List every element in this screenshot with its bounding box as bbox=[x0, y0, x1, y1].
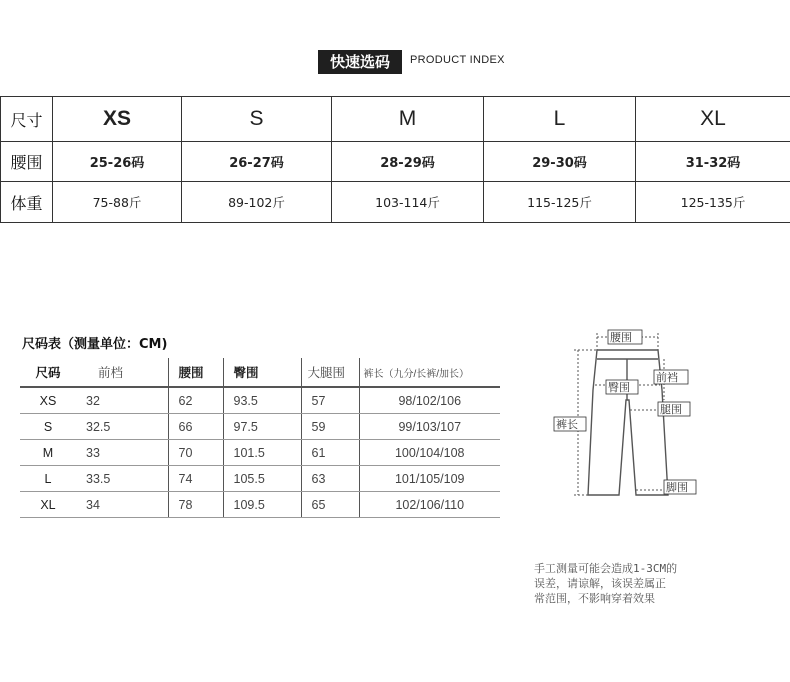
size-chart-table bbox=[20, 358, 500, 518]
table-cell: 109.5 bbox=[223, 492, 301, 518]
table-row bbox=[1, 97, 790, 142]
table-cell: 101.5 bbox=[223, 440, 301, 466]
table-cell: 32 bbox=[76, 387, 168, 414]
table-cell: 66 bbox=[168, 414, 223, 440]
table-cell: S bbox=[182, 97, 332, 142]
table-cell: 59 bbox=[301, 414, 359, 440]
table-row bbox=[20, 466, 500, 492]
pants-diagram bbox=[550, 325, 710, 515]
table-cell: 34 bbox=[76, 492, 168, 518]
table-cell: 33 bbox=[76, 440, 168, 466]
table-cell: 62 bbox=[168, 387, 223, 414]
table-cell: 33.5 bbox=[76, 466, 168, 492]
product-index-subtitle: PRODUCT INDEX bbox=[410, 54, 505, 66]
diagram-label-length: 裤长 bbox=[556, 418, 578, 431]
note-line: 误差，请谅解，该误差属正 bbox=[534, 577, 666, 590]
table-cell: 65 bbox=[301, 492, 359, 518]
table-cell: 26-27码 bbox=[182, 142, 332, 182]
table-cell: XL bbox=[636, 97, 790, 142]
table-cell: XL bbox=[20, 492, 76, 518]
size-chart-title: 尺码表（测量单位：CM) bbox=[22, 337, 168, 352]
product-index-header bbox=[0, 50, 790, 76]
diagram-label-thigh: 腿围 bbox=[660, 403, 682, 416]
header-front-rise: 前档 bbox=[76, 358, 168, 387]
row-label: 腰围 bbox=[1, 142, 53, 182]
table-cell: 105.5 bbox=[223, 466, 301, 492]
table-cell: 74 bbox=[168, 466, 223, 492]
table-cell: M bbox=[332, 97, 484, 142]
table-cell: 31-32码 bbox=[636, 142, 790, 182]
table-row bbox=[1, 182, 790, 223]
table-cell: 89-102斤 bbox=[182, 182, 332, 223]
table-cell: 63 bbox=[301, 466, 359, 492]
table-cell: 78 bbox=[168, 492, 223, 518]
table-cell: 115-125斤 bbox=[484, 182, 636, 223]
table-row bbox=[1, 142, 790, 182]
table-cell: M bbox=[20, 440, 76, 466]
table-cell: 102/106/110 bbox=[359, 492, 500, 518]
quick-select-badge: 快速选码 bbox=[318, 50, 402, 74]
table-cell: L bbox=[484, 97, 636, 142]
table-cell: S bbox=[20, 414, 76, 440]
table-cell: 97.5 bbox=[223, 414, 301, 440]
table-cell: 29-30码 bbox=[484, 142, 636, 182]
diagram-label-leg-opening: 脚围 bbox=[666, 481, 688, 494]
row-label: 尺寸 bbox=[1, 97, 53, 142]
table-row bbox=[20, 492, 500, 518]
table-cell: 100/104/108 bbox=[359, 440, 500, 466]
diagram-label-hip: 臀围 bbox=[608, 381, 630, 394]
quick-size-table bbox=[0, 96, 790, 223]
table-cell: 32.5 bbox=[76, 414, 168, 440]
table-cell: 57 bbox=[301, 387, 359, 414]
table-cell: 28-29码 bbox=[332, 142, 484, 182]
row-label: 体重 bbox=[1, 182, 53, 223]
table-cell: L bbox=[20, 466, 76, 492]
table-cell: XS bbox=[20, 387, 76, 414]
table-cell: 61 bbox=[301, 440, 359, 466]
table-row bbox=[20, 414, 500, 440]
table-cell: 70 bbox=[168, 440, 223, 466]
table-cell: XS bbox=[53, 97, 182, 142]
table-header-row bbox=[20, 358, 500, 387]
table-cell: 125-135斤 bbox=[636, 182, 790, 223]
table-cell: 99/103/107 bbox=[359, 414, 500, 440]
table-cell: 101/105/109 bbox=[359, 466, 500, 492]
header-waist: 腰围 bbox=[168, 358, 223, 387]
table-cell: 93.5 bbox=[223, 387, 301, 414]
note-line: 常范围，不影响穿着效果 bbox=[534, 592, 655, 605]
table-cell: 98/102/106 bbox=[359, 387, 500, 414]
table-row bbox=[20, 387, 500, 414]
diagram-label-waist: 腰围 bbox=[610, 331, 632, 344]
measurement-note bbox=[534, 561, 724, 606]
table-cell: 103-114斤 bbox=[332, 182, 484, 223]
note-line: 手工测量可能会造成1-3CM的 bbox=[534, 562, 678, 575]
diagram-label-rise: 前裆 bbox=[656, 371, 678, 384]
header-size: 尺码 bbox=[20, 358, 76, 387]
header-thigh: 大腿围 bbox=[301, 358, 359, 387]
header-length: 裤长（九分/长裤/加长） bbox=[359, 358, 500, 387]
header-hip: 臀围 bbox=[223, 358, 301, 387]
table-row bbox=[20, 440, 500, 466]
table-cell: 25-26码 bbox=[53, 142, 182, 182]
table-cell: 75-88斤 bbox=[53, 182, 182, 223]
